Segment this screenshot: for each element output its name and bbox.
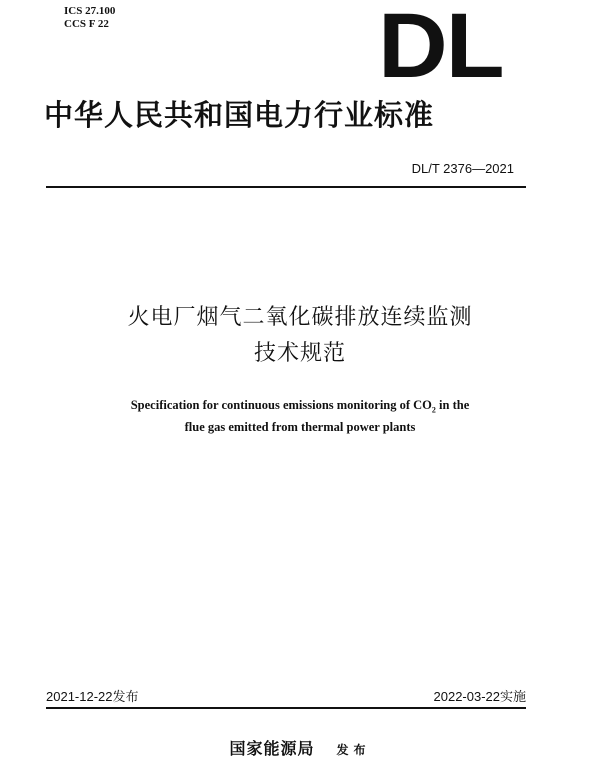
- english-title-line-1-prefix: Specification for continuous emissions monitoring of CO: [130, 398, 432, 412]
- publish-label: 发布: [336, 743, 371, 757]
- english-title: [80, 397, 520, 436]
- chinese-title: [0, 300, 600, 372]
- english-title-line-1: [80, 397, 520, 419]
- publisher-name: 国家能源局: [229, 739, 315, 758]
- document-number: DL/T 2376—2021: [411, 161, 514, 176]
- publisher-line: [0, 736, 600, 759]
- chinese-title-line-2: 技术规范: [253, 341, 346, 366]
- ics-code: ICS 27.100: [64, 5, 116, 17]
- english-title-line-1-suffix: in the: [435, 398, 470, 412]
- bottom-divider: [46, 707, 526, 709]
- issue-date: 2021-12-22发布: [46, 689, 139, 704]
- standard-type-heading: 中华人民共和国电力行业标准: [44, 98, 435, 132]
- dl-logo: DL: [378, 0, 503, 97]
- ccs-code: CCS F 22: [64, 18, 109, 30]
- top-divider: [46, 186, 526, 188]
- co2-subscript: 2: [431, 405, 436, 415]
- implementation-date: 2022-03-22实施: [433, 689, 526, 704]
- classification-codes: [64, 5, 115, 31]
- chinese-title-line-1: 火电厂烟气二氧化碳排放连续监测: [127, 305, 473, 330]
- english-title-line-2: flue gas emitted from thermal power plants: [184, 419, 416, 434]
